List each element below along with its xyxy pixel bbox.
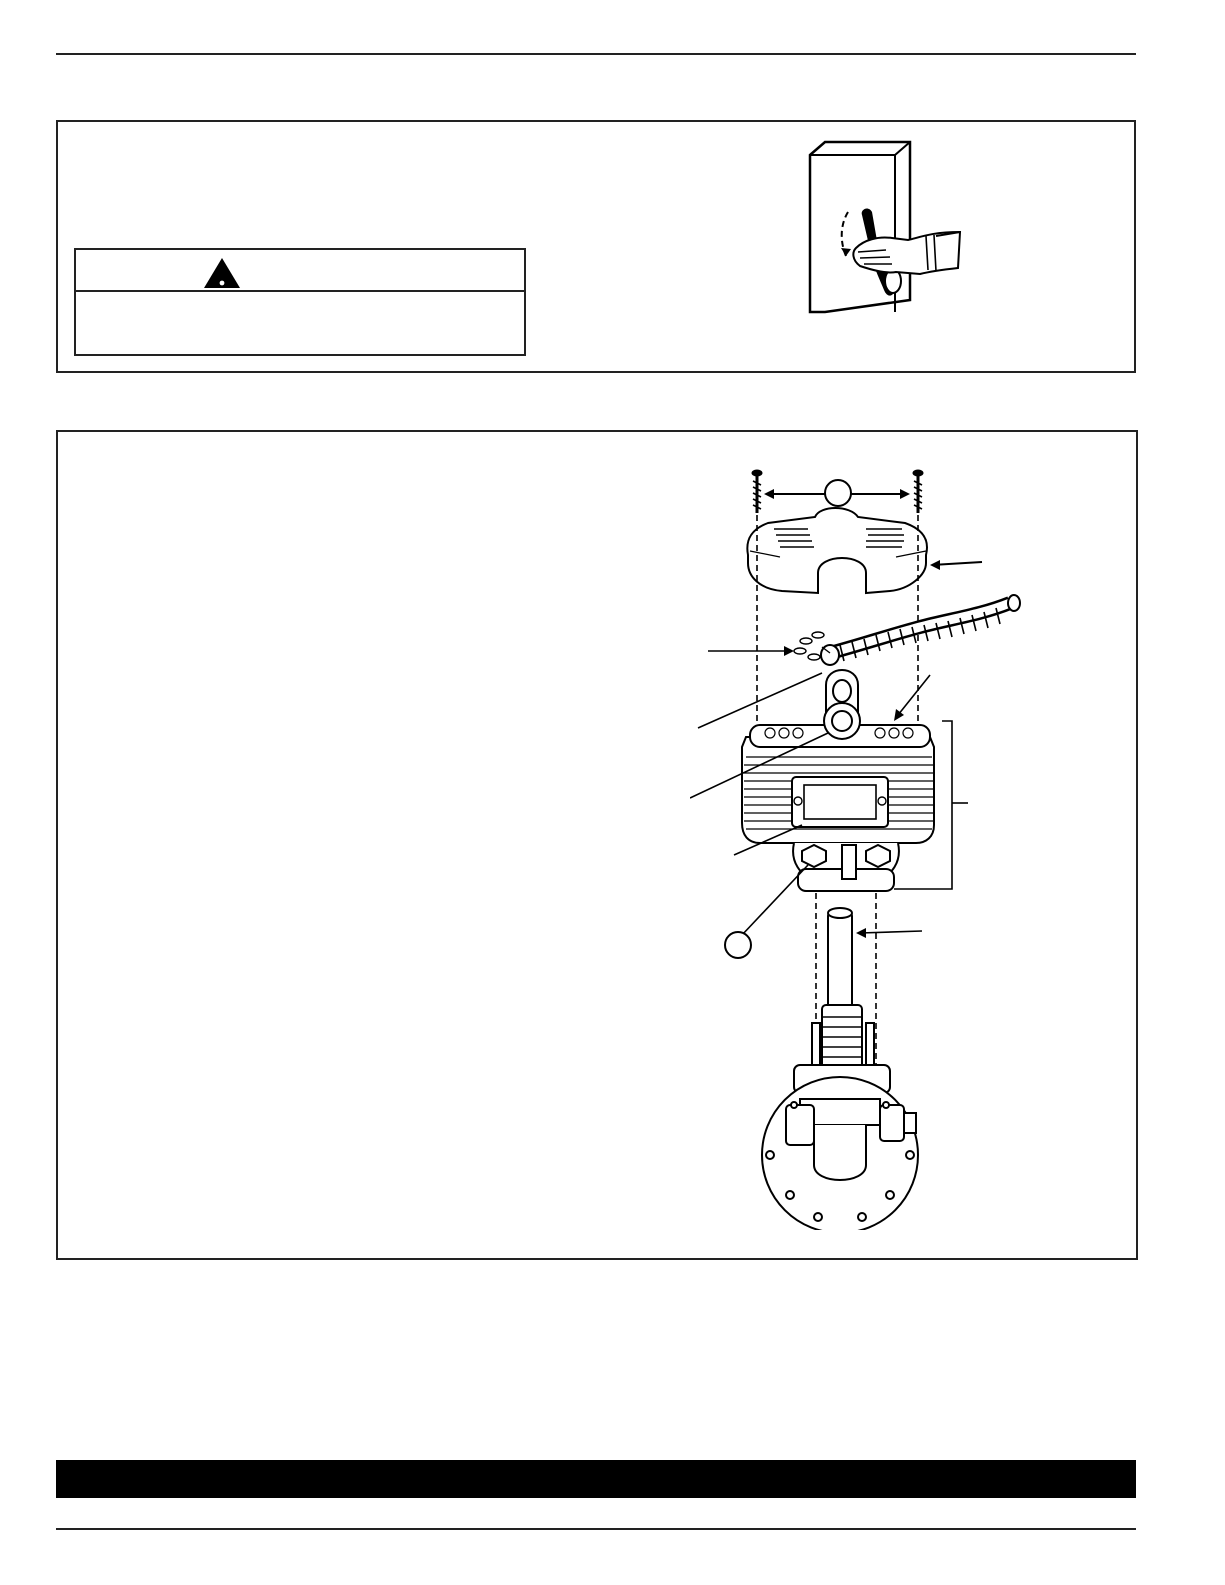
valve-stem: [828, 908, 852, 1015]
power-switch-illustration: [800, 140, 970, 315]
callout-circle-bottom: [725, 932, 751, 958]
warning-text: [86, 300, 514, 346]
bottom-rule: [56, 1528, 1136, 1530]
cover-screw-left: [752, 470, 762, 513]
warning-triangle-icon: [202, 256, 242, 290]
callout-circle-top: [825, 480, 851, 506]
mounting-base: [793, 843, 899, 891]
footer-bar: [56, 1460, 1136, 1498]
cover-screw-right: [913, 470, 923, 513]
valve-body: [762, 1005, 918, 1230]
flexible-conduit: [821, 595, 1020, 665]
warning-box: [74, 248, 526, 356]
housing-cover: [747, 508, 927, 593]
warning-header: [76, 250, 524, 292]
exploded-assembly-illustration: [690, 465, 1050, 1230]
top-rule: [56, 53, 1136, 55]
